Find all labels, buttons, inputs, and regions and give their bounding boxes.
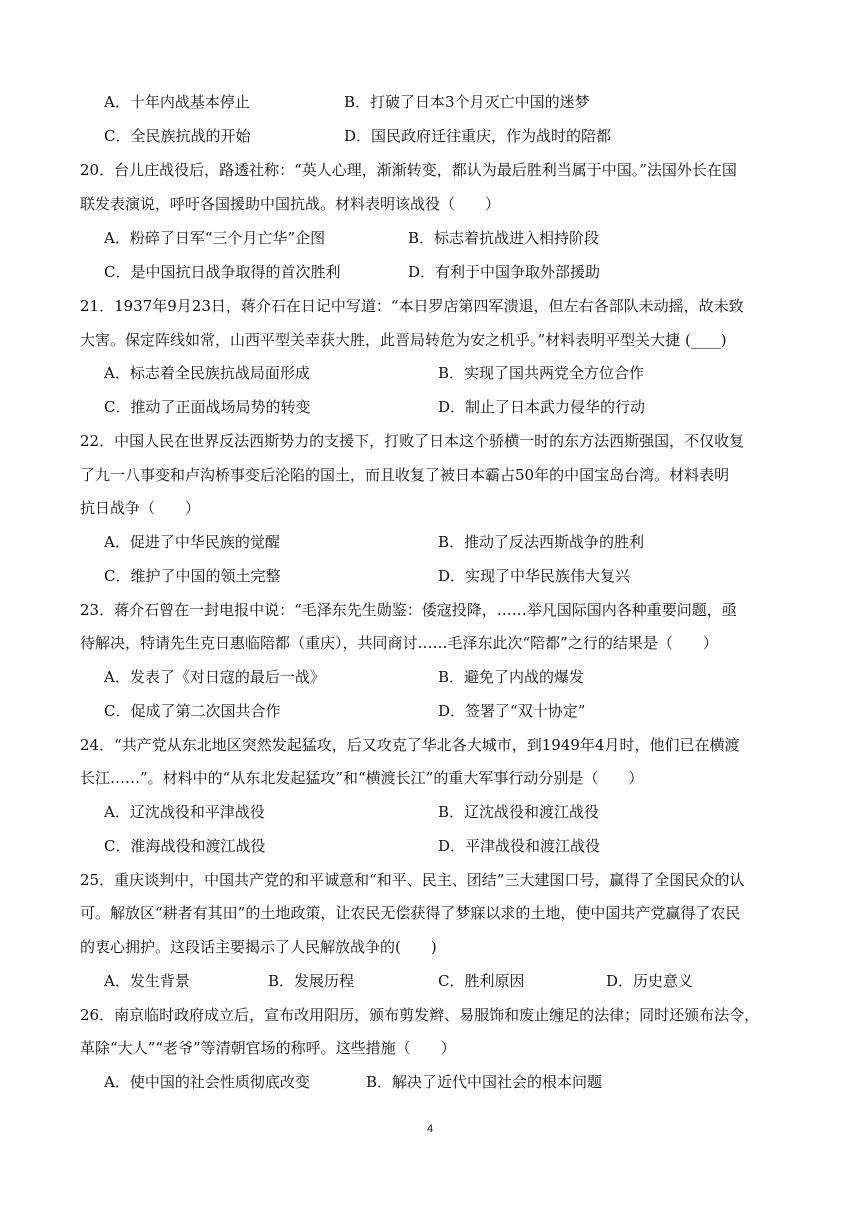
q22-option-b: B．推动了反法西斯战争的胜利 [438, 533, 645, 551]
q26-option-b: B．解决了近代中国社会的根本问题 [366, 1073, 603, 1091]
q26-option-a: A．使中国的社会性质彻底改变 [104, 1073, 310, 1091]
q19-option-b: B．打破了日本3个月灭亡中国的迷梦 [344, 93, 590, 111]
q24-option-c: C．淮海战役和渡江战役 [104, 837, 266, 855]
q21-option-d: D．制止了日本武力侵华的行动 [438, 398, 646, 416]
q26-stem-line1: 26．南京临时政府成立后，宣布改用阳历，颁布剪发辫、易服饰和废止缠足的法律；同时还颁布法令， [80, 1006, 760, 1024]
q20-option-a: A．粉碎了日军“三个月亡华”企图 [104, 229, 326, 247]
page-number: 4 [426, 1123, 434, 1135]
q23-option-b: B．避免了内战的爆发 [438, 668, 585, 686]
q22-stem-line1: 22．中国人民在世界反法西斯势力的支援下，打败了日本这个骄横一时的东方法西斯强国，不仅收复 [80, 432, 745, 450]
q20-stem-line2: 联发表演说，呼吁各国援助中国抗战。材料表明该战役（ ） [80, 195, 501, 213]
q19-option-d: D．国民政府迁往重庆，作为战时的陪都 [344, 127, 612, 145]
q23-stem-line2: 待解决，特请先生克日惠临陪都（重庆），共同商讨……毛泽东此次“陪都”之行的结果是（ ） [80, 634, 718, 652]
q22-stem-line2: 了九一八事变和卢沟桥事变后沦陷的国土，而且收复了被日本霸占50年的中国宝岛台湾。材料表明 [80, 466, 730, 484]
q24-option-b: B．辽沈战役和渡江战役 [438, 803, 600, 821]
q25-stem-line2: 可。解放区“耕者有其田”的土地政策，让农民无偿获得了梦寐以求的土地，使中国共产党赢得了农民 [80, 904, 741, 922]
q20-option-c: C．是中国抗日战争取得的首次胜利 [104, 263, 341, 281]
q19-option-c: C．全民族抗战的开始 [104, 127, 251, 145]
q25-option-b: B．发展历程 [268, 972, 355, 990]
q25-stem-line3: 的衷心拥护。这段话主要揭示了人民解放战争的( ) [80, 938, 437, 956]
q22-stem-line3: 抗日战争（ ） [80, 499, 201, 517]
q24-option-a: A．辽沈战役和平津战役 [104, 803, 265, 821]
q25-option-a: A．发生背景 [104, 972, 190, 990]
q21-option-b: B．实现了国共两党全方位合作 [438, 364, 645, 382]
q22-option-d: D．实现了中华民族伟大复兴 [438, 567, 631, 585]
q21-option-c: C．推动了正面战场局势的转变 [104, 398, 311, 416]
q19-option-a: A．十年内战基本停止 [104, 93, 250, 111]
q25-option-c: C．胜利原因 [438, 972, 525, 990]
q20-option-b: B．标志着抗战进入相持阶段 [408, 229, 600, 247]
q21-option-a: A．标志着全民族抗战局面形成 [104, 364, 310, 382]
q25-stem-line1: 25．重庆谈判中，中国共产党的和平诚意和“和平、民主、团结”三大建国口号，赢得了全国民众的认 [80, 871, 745, 889]
q20-option-d: D．有利于中国争取外部援助 [408, 263, 601, 281]
q25-option-d: D．历史意义 [606, 972, 694, 990]
q20-stem-line1: 20．台儿庄战役后，路透社称：“英人心理，渐渐转变，都认为最后胜利当属于中国。”法国外长在国 [80, 161, 737, 179]
q26-stem-line2: 革除“大人”“老爷”等清朝官场的称呼。这些措施（ ） [80, 1039, 456, 1057]
q24-stem-line2: 长江……”。材料中的“从东北发起猛攻”和“横渡长江”的重大军事行动分别是（ ） [80, 769, 644, 787]
q22-option-a: A．促进了中华民族的觉醒 [104, 533, 280, 551]
q23-option-c: C．促成了第二次国共合作 [104, 702, 281, 720]
q24-option-d: D．平津战役和渡江战役 [438, 837, 601, 855]
q24-stem-line1: 24．“共产党从东北地区突然发起猛攻，后又攻克了华北各大城市，到1949年4月时，他们已在横渡 [80, 736, 740, 754]
q23-option-a: A．发表了《对日寇的最后一战》 [104, 668, 325, 686]
q21-stem-line2: 大害。保定阵线如常，山西平型关幸获大胜，此晋局转危为安之机乎。”材料表明平型关大捷 (____) [80, 331, 727, 349]
q23-stem-line1: 23．蒋介石曾在一封电报中说：“毛泽东先生勋鉴：倭寇投降，……举凡国际国内各种重要问题，亟 [80, 601, 737, 619]
q22-option-c: C．维护了中国的领土完整 [104, 567, 281, 585]
q23-option-d: D．签署了“双十协定” [438, 702, 586, 720]
q21-stem-line1: 21．1937年9月23日，蒋介石在日记中写道：“本日罗店第四军溃退，但左右各部队未动摇，故未致 [80, 297, 744, 315]
